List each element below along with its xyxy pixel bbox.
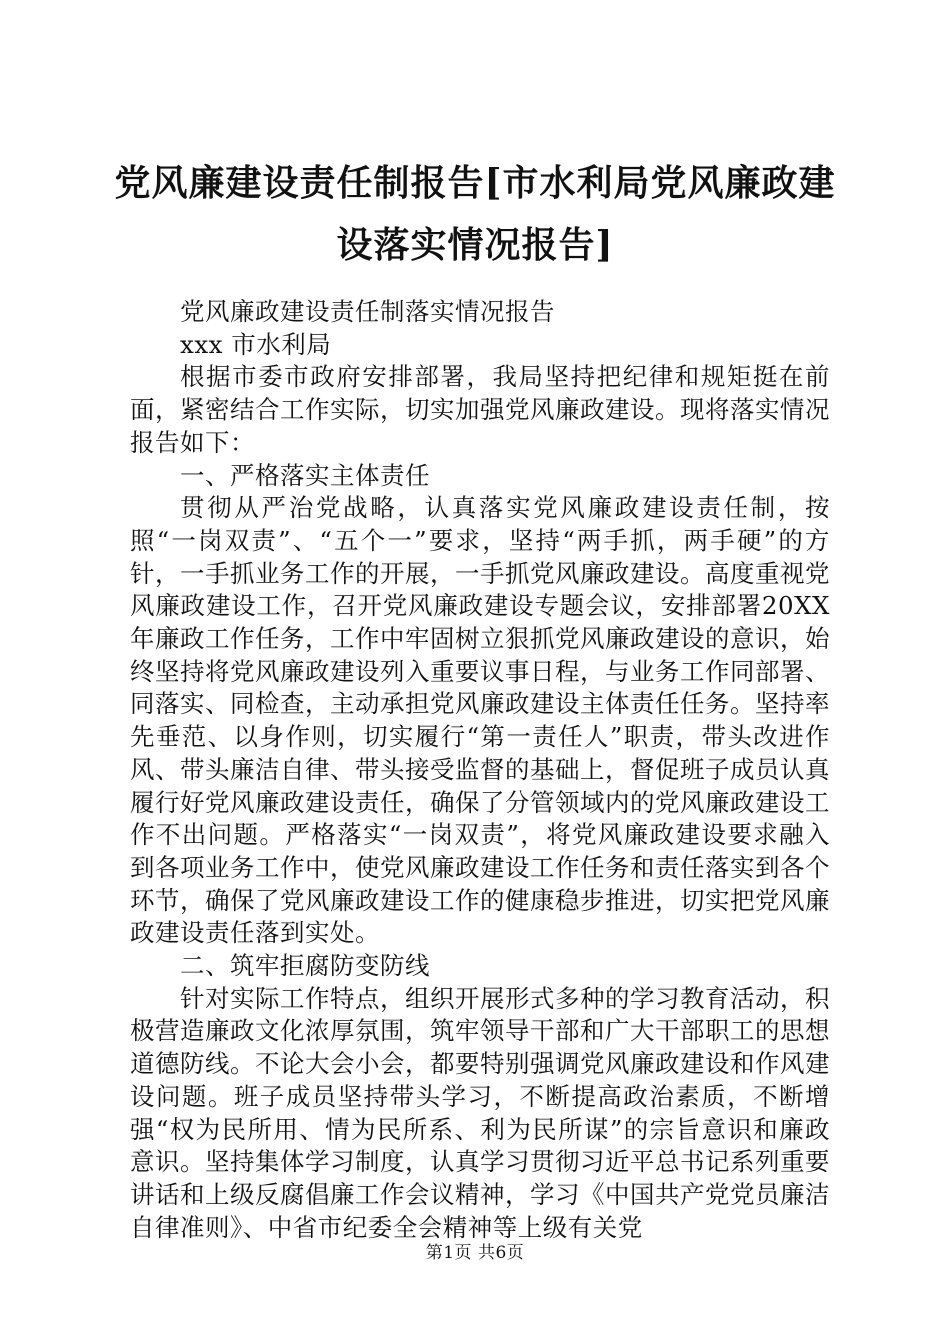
document-body bbox=[130, 296, 830, 1244]
page-footer: 第1页 共6页 bbox=[425, 1243, 525, 1263]
document-title: 党风廉建设责任制报告[市水利局党风廉政建设落实情况报告] bbox=[114, 162, 836, 266]
section-heading-1: 一、严格落实主体责任 bbox=[180, 460, 430, 490]
author-line: xxx 市水利局 bbox=[180, 329, 332, 359]
section-heading-2: 二、筑牢拒腐防变防线 bbox=[180, 951, 430, 981]
section-paragraph-2: 针对实际工作特点，组织开展形式多种的学习教育活动，积极营造廉政文化浓厚氛围，筑牢领导干部和广大干部职工的思想道德防线。不论大会小会，都要特别强调党风廉政建设和作风建设问题。班子成员坚持带头学习，不断提高政治素质，不断增强“权为民所用、情为民所系、利为民所谋”的宗旨意识和廉政意识。坚持集体学习制度，认真学习贯彻习近平总书记系列重要讲话和上级反腐倡廉工作会议精神，学习《中国共产党党员廉洁自律准则》、中省市纪委全会精神等上级有关党 bbox=[130, 983, 830, 1242]
report-subtitle: 党风廉政建设责任制落实情况报告 bbox=[180, 297, 555, 326]
section-paragraph-1: 贯彻从严治党战略，认真落实党风廉政建设责任制，按照“一岗双责”、“五个一”要求，坚持“两手抓，两手硬”的方针，一手抓业务工作的开展，一手抓党风廉政建设。高度重视党风廉政建设工作，召开党风廉政建设专题会议，安排部署20XX年廉政工作任务，工作中牢固树立狠抓党风廉政建设的意识，始终坚持将党风廉政建设列入重要议事日程，与业务工作同部署、同落实、同检查，主动承担党风廉政建设主体责任任务。坚持率先垂范、以身作则，切实履行“第一责任人”职责，带头改进作风、带头廉洁自律、带头接受监督的基础上，督促班子成员认真履行好党风廉政建设责任，确保了分管领域内的党风廉政建设工作不出问题。严格落实“一岗双责”，将党风廉政建设要求融入到各项业务工作中，使党风廉政建设工作任务和责任落实到各个环节，确保了党风廉政建设工作的健康稳步推进，切实把党风廉政建设责任落到实处。 bbox=[130, 493, 830, 948]
intro-paragraph: 根据市委市政府安排部署，我局坚持把纪律和规矩挺在前面，紧密结合工作实际，切实加强党风廉政建设。现将落实情况报告如下： bbox=[130, 362, 830, 457]
